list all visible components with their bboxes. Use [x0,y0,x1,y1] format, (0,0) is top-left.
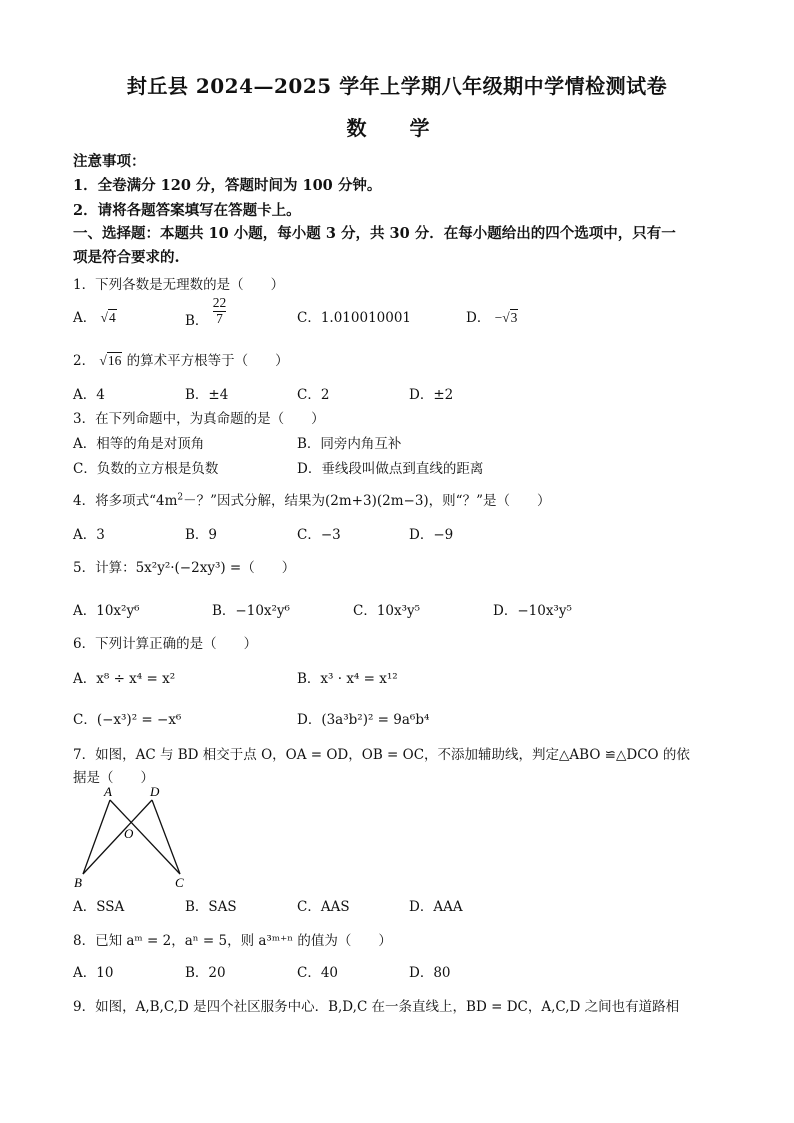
label-d: D [150,784,160,799]
section-heading-cont: 项是符合要求的. [73,249,180,266]
label-o: O [124,826,134,841]
exponent: 2 [177,492,184,503]
option-label: B． [185,312,209,329]
question-1-stem: 1．下列各数是无理数的是（ ） [73,277,285,293]
question-1-option-c: C．1.010010001 [297,310,412,326]
question-6-stem: 6．下列计算正确的是（ ） [73,636,258,652]
question-8-option-a: A．10 [73,965,114,981]
sqrt-expression: √4 [100,310,116,325]
radicand: 16 [107,353,122,368]
question-text: 的算术平方根等于（ ） [126,353,289,369]
question-8-stem: 8．已知 aᵐ = 2，aⁿ = 5，则 a³ᵐ⁺ⁿ 的值为（ ） [73,933,392,949]
question-7-figure [70,784,200,894]
question-1-option-d [466,306,518,326]
option-label: A． [73,310,97,326]
question-8-option-d: D．80 [409,965,451,981]
segment-ac [110,800,180,874]
question-3-option-c: C．负数的立方根是负数 [73,461,219,477]
question-3-option-d: D．垂线段叫做点到直线的距离 [297,461,484,477]
note-item: 1．全卷满分 120 分，答题时间为 100 分钟。 [73,177,382,194]
question-2-option-d: D．±2 [409,387,454,403]
question-6-option-b: B．x³ · x⁴ = x¹² [297,671,398,687]
question-7-option-d: D．AAA [409,899,463,915]
segment-ab [83,800,110,874]
note-item: 2．请将各题答案填写在答题卡上。 [73,202,301,219]
denominator: 7 [216,310,223,326]
label-b: B [74,875,82,890]
numerator: 22 [212,295,227,310]
question-7-option-b: B．SAS [185,899,237,915]
radicand: 3 [510,310,518,325]
question-6-option-c: C．(−x³)² = −x⁶ [73,712,182,728]
question-5-option-a: A．10x²y⁶ [73,603,140,619]
question-4-stem [73,489,550,509]
question-1-option-a [73,306,117,326]
segment-db [83,800,152,874]
question-2-option-b: B．±4 [185,387,229,403]
question-4-option-b: B．9 [185,527,218,543]
label-c: C [175,875,184,890]
exam-subject: 数 学 [346,116,448,140]
fraction [213,296,227,327]
label-a: A [104,784,112,799]
question-4-option-a: A．3 [73,527,105,543]
question-1-option-b [185,296,226,327]
question-text: －？”因式分解，结果为(2m+3)(2m−3)，则“？”是（ ） [183,493,551,509]
segment-dc [152,800,180,874]
section-heading: 一、选择题：本题共 10 小题，每小题 3 分，共 30 分．在每小题给出的四个选项中，只有一 [73,225,676,242]
question-3-option-a: A．相等的角是对顶角 [73,436,205,452]
question-7-stem-cont: 据是（ ） [73,770,154,786]
question-text: 4．将多项式“4m [73,493,178,509]
notes-heading: 注意事项： [73,153,146,170]
question-5-option-c: C．10x³y⁵ [353,603,421,619]
option-label: D． [466,310,491,326]
minus-sign: − [494,310,503,325]
question-6-option-d: D．(3a³b²)² = 9a⁶b⁴ [297,712,430,728]
question-3-stem: 3．在下列命题中，为真命题的是（ ） [73,411,325,427]
sqrt-expression: √16 [99,353,122,368]
question-5-stem: 5．计算：5x²y²·(−2xy³) =（ ） [73,560,296,576]
question-4-option-d: D．−9 [409,527,454,543]
question-2-stem [73,349,289,369]
question-8-option-b: B．20 [185,965,226,981]
question-4-option-c: C．−3 [297,527,341,543]
question-number: 2． [73,353,96,369]
question-6-option-a: A．x⁸ ÷ x⁴ = x² [73,671,176,687]
question-7-option-c: C．AAS [297,899,350,915]
exam-title: 封丘县 2024—2025 学年上学期八年级期中学情检测试卷 [126,74,668,98]
question-5-option-d: D．−10x³y⁵ [493,603,572,619]
question-7-stem: 7．如图，AC 与 BD 相交于点 O，OA = OD，OB = OC，不添加辅助线，判定△ABO ≌△DCO 的依 [73,747,690,763]
question-7-option-a: A．SSA [73,899,125,915]
question-3-option-b: B．同旁内角互补 [297,436,402,452]
question-2-option-c: C．2 [297,387,330,403]
question-2-option-a: A．4 [73,387,105,403]
sqrt-expression: −√3 [494,310,518,325]
question-9-stem: 9．如图，A,B,C,D 是四个社区服务中心．B,D,C 在一条直线上，BD = DC，A,C,D 之间也有道路相 [73,999,680,1015]
radicand: 4 [108,310,116,325]
question-8-option-c: C．40 [297,965,339,981]
question-5-option-b: B．−10x²y⁶ [212,603,290,619]
